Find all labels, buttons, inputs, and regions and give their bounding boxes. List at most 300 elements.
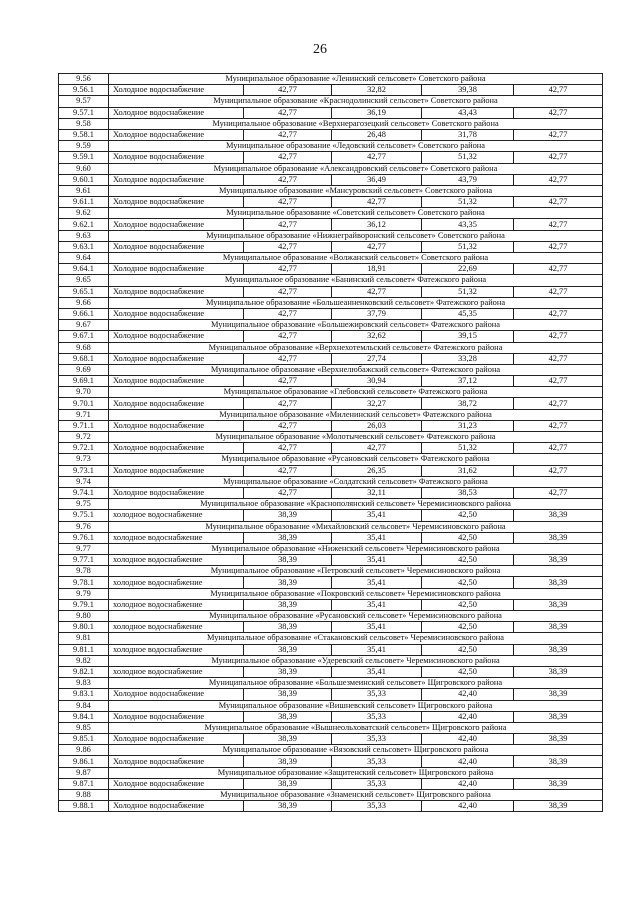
section-title: Муниципальное образование «Краснополянский сельсовет» Черемисиновского района: [109, 499, 603, 510]
section-title: Муниципальное образование «Краснодолинский сельсовет» Советского района: [109, 96, 603, 107]
section-number: 9.73: [59, 454, 109, 465]
section-number: 9.67: [59, 320, 109, 331]
tariff-value-3: 38,53: [422, 487, 514, 498]
section-header-row: [59, 320, 603, 331]
table-row: [59, 510, 603, 521]
tariff-value-2: 35,41: [332, 599, 422, 610]
table-row: [59, 666, 603, 677]
tariff-value-2: 35,41: [332, 510, 422, 521]
tariff-value-3: 51,32: [422, 197, 514, 208]
row-number: 9.84.1: [59, 711, 109, 722]
service-name: Холодное водоснабжение: [109, 264, 244, 275]
tariff-value-4: 38,39: [514, 532, 603, 543]
tariff-value-3: 51,32: [422, 443, 514, 454]
section-title: Муниципальное образование «Александровский сельсовет» Советского района: [109, 163, 603, 174]
row-number: 9.76.1: [59, 532, 109, 543]
table-row: [59, 107, 603, 118]
section-title: Муниципальное образование «Советский сельсовет» Советского района: [109, 208, 603, 219]
service-name: холодное водоснабжение: [109, 644, 244, 655]
tariff-value-1: 42,77: [244, 107, 332, 118]
service-name: Холодное водоснабжение: [109, 420, 244, 431]
section-title: Муниципальное образование «Верхнерагозецкий сельсовет» Советского района: [109, 118, 603, 129]
section-number: 9.84: [59, 700, 109, 711]
table-row: [59, 734, 603, 745]
service-name: Холодное водоснабжение: [109, 689, 244, 700]
section-header-row: [59, 409, 603, 420]
table-row: [59, 197, 603, 208]
tariff-value-4: 42,77: [514, 487, 603, 498]
row-number: 9.81.1: [59, 644, 109, 655]
section-header-row: [59, 700, 603, 711]
section-number: 9.56: [59, 74, 109, 85]
tariff-value-3: 43,43: [422, 107, 514, 118]
section-header-row: [59, 342, 603, 353]
row-number: 9.66.1: [59, 308, 109, 319]
tariff-value-4: 38,39: [514, 756, 603, 767]
service-name: холодное водоснабжение: [109, 510, 244, 521]
tariff-value-1: 42,77: [244, 286, 332, 297]
tariff-value-1: 38,39: [244, 734, 332, 745]
section-number: 9.61: [59, 185, 109, 196]
section-header-row: [59, 185, 603, 196]
tariff-value-2: 35,41: [332, 555, 422, 566]
section-title: Муниципальное образование «Защитенский сельсовет» Щигровского района: [109, 767, 603, 778]
section-header-row: [59, 790, 603, 801]
tariff-value-2: 35,41: [332, 532, 422, 543]
section-number: 9.77: [59, 543, 109, 554]
tariff-value-4: 42,77: [514, 197, 603, 208]
tariff-value-4: 42,77: [514, 420, 603, 431]
service-name: Холодное водоснабжение: [109, 197, 244, 208]
section-number: 9.66: [59, 297, 109, 308]
section-header-row: [59, 96, 603, 107]
tariff-value-3: 42,50: [422, 622, 514, 633]
table-row: [59, 689, 603, 700]
section-header-row: [59, 141, 603, 152]
tariff-value-3: 42,50: [422, 666, 514, 677]
row-number: 9.78.1: [59, 577, 109, 588]
section-header-row: [59, 454, 603, 465]
service-name: Холодное водоснабжение: [109, 308, 244, 319]
section-number: 9.70: [59, 387, 109, 398]
tariff-value-2: 18,91: [332, 264, 422, 275]
section-title: Муниципальное образование «Вишневский сельсовет» Щигровского района: [109, 700, 603, 711]
tariff-value-2: 37,79: [332, 308, 422, 319]
section-title: Муниципальное образование «Стакановский сельсовет» Черемисиновского района: [109, 633, 603, 644]
tariff-value-1: 42,77: [244, 443, 332, 454]
section-header-row: [59, 566, 603, 577]
section-header-row: [59, 230, 603, 241]
tariff-value-4: 38,39: [514, 711, 603, 722]
tariff-value-1: 38,39: [244, 666, 332, 677]
service-name: холодное водоснабжение: [109, 577, 244, 588]
section-header-row: [59, 432, 603, 443]
row-number: 9.79.1: [59, 599, 109, 610]
tariff-value-1: 42,77: [244, 331, 332, 342]
tariff-value-1: 38,39: [244, 689, 332, 700]
table-row: [59, 241, 603, 252]
section-header-row: [59, 364, 603, 375]
section-header-row: [59, 678, 603, 689]
tariff-value-1: 38,39: [244, 644, 332, 655]
table-row: [59, 152, 603, 163]
row-number: 9.71.1: [59, 420, 109, 431]
tariff-value-1: 38,39: [244, 599, 332, 610]
row-number: 9.63.1: [59, 241, 109, 252]
tariff-value-2: 42,77: [332, 241, 422, 252]
section-title: Муниципальное образование «Верхнелюбажский сельсовет» Фатежского района: [109, 364, 603, 375]
tariff-value-1: 42,77: [244, 353, 332, 364]
section-title: Муниципальное образование «Вязовский сельсовет» Щигровского района: [109, 745, 603, 756]
tariff-value-2: 35,33: [332, 711, 422, 722]
tariff-value-1: 42,77: [244, 85, 332, 96]
tariff-value-4: 42,77: [514, 219, 603, 230]
tariff-value-3: 42,50: [422, 644, 514, 655]
service-name: холодное водоснабжение: [109, 599, 244, 610]
section-title: Муниципальное образование «Глебовский сельсовет» Фатежского района: [109, 387, 603, 398]
row-number: 9.64.1: [59, 264, 109, 275]
tariff-value-2: 32,82: [332, 85, 422, 96]
row-number: 9.83.1: [59, 689, 109, 700]
tariff-value-1: 38,39: [244, 532, 332, 543]
tariff-value-1: 42,77: [244, 398, 332, 409]
tariff-value-1: 42,77: [244, 152, 332, 163]
tariff-value-1: 42,77: [244, 219, 332, 230]
tariff-value-3: 51,32: [422, 241, 514, 252]
tariff-value-2: 32,27: [332, 398, 422, 409]
tariff-value-2: 30,94: [332, 376, 422, 387]
tariff-value-1: 42,77: [244, 264, 332, 275]
tariff-value-1: 42,77: [244, 487, 332, 498]
section-title: Муниципальное образование «Русановский сельсовет» Фатежского района: [109, 454, 603, 465]
service-name: Холодное водоснабжение: [109, 219, 244, 230]
section-header-row: [59, 722, 603, 733]
section-number: 9.57: [59, 96, 109, 107]
tariff-value-3: 42,40: [422, 689, 514, 700]
row-number: 9.69.1: [59, 376, 109, 387]
section-number: 9.60: [59, 163, 109, 174]
table-row: [59, 443, 603, 454]
tariff-value-4: 42,77: [514, 129, 603, 140]
tariff-value-1: 38,39: [244, 756, 332, 767]
tariff-value-2: 42,77: [332, 443, 422, 454]
section-number: 9.69: [59, 364, 109, 375]
section-title: Муниципальное образование «Солдатский сельсовет» Фатежского района: [109, 476, 603, 487]
service-name: Холодное водоснабжение: [109, 756, 244, 767]
service-name: Холодное водоснабжение: [109, 734, 244, 745]
tariff-value-4: 42,77: [514, 398, 603, 409]
table-row: [59, 756, 603, 767]
tariff-value-1: 42,77: [244, 241, 332, 252]
tariff-value-2: 35,33: [332, 801, 422, 812]
tariff-value-3: 31,23: [422, 420, 514, 431]
tariff-value-4: 42,77: [514, 107, 603, 118]
section-header-row: [59, 275, 603, 286]
section-number: 9.80: [59, 611, 109, 622]
section-number: 9.63: [59, 230, 109, 241]
page-number: 26: [313, 42, 327, 57]
tariff-value-1: 38,39: [244, 510, 332, 521]
tariff-value-3: 43,35: [422, 219, 514, 230]
row-number: 9.85.1: [59, 734, 109, 745]
table-row: [59, 465, 603, 476]
row-number: 9.87.1: [59, 778, 109, 789]
row-number: 9.60.1: [59, 174, 109, 185]
tariff-value-3: 22,69: [422, 264, 514, 275]
tariff-value-4: 42,77: [514, 286, 603, 297]
row-number: 9.62.1: [59, 219, 109, 230]
section-title: Муниципальное образование «Михайловский сельсовет» Черемисиновского района: [109, 521, 603, 532]
tariff-value-4: 42,77: [514, 174, 603, 185]
tariff-value-3: 51,32: [422, 286, 514, 297]
section-number: 9.64: [59, 253, 109, 264]
tariff-value-4: 38,39: [514, 666, 603, 677]
table-row: [59, 622, 603, 633]
section-header-row: [59, 74, 603, 85]
tariff-value-4: 42,77: [514, 331, 603, 342]
service-name: Холодное водоснабжение: [109, 331, 244, 342]
service-name: Холодное водоснабжение: [109, 465, 244, 476]
table-row: [59, 778, 603, 789]
section-header-row: [59, 208, 603, 219]
section-title: Муниципальное образование «Ниженский сельсовет» Черемисиновского района: [109, 543, 603, 554]
row-number: 9.68.1: [59, 353, 109, 364]
row-number: 9.58.1: [59, 129, 109, 140]
section-title: Муниципальное образование «Большезмеинский сельсовет» Щигровского района: [109, 678, 603, 689]
table-row: [59, 376, 603, 387]
tariff-value-4: 38,39: [514, 577, 603, 588]
row-number: 9.56.1: [59, 85, 109, 96]
service-name: холодное водоснабжение: [109, 622, 244, 633]
service-name: Холодное водоснабжение: [109, 107, 244, 118]
section-number: 9.72: [59, 432, 109, 443]
tariff-value-3: 42,50: [422, 532, 514, 543]
section-number: 9.65: [59, 275, 109, 286]
table-row: [59, 420, 603, 431]
table-row: [59, 353, 603, 364]
tariff-value-3: 42,40: [422, 734, 514, 745]
section-header-row: [59, 655, 603, 666]
service-name: Холодное водоснабжение: [109, 487, 244, 498]
tariff-value-2: 26,03: [332, 420, 422, 431]
tariff-value-4: 38,39: [514, 778, 603, 789]
section-number: 9.58: [59, 118, 109, 129]
tariff-value-2: 35,33: [332, 756, 422, 767]
section-number: 9.79: [59, 588, 109, 599]
table-row: [59, 286, 603, 297]
tariff-value-2: 32,11: [332, 487, 422, 498]
section-number: 9.87: [59, 767, 109, 778]
section-number: 9.82: [59, 655, 109, 666]
section-header-row: [59, 633, 603, 644]
section-title: Муниципальное образование «Большеанненковский сельсовет» Фатежского района: [109, 297, 603, 308]
section-header-row: [59, 297, 603, 308]
section-number: 9.74: [59, 476, 109, 487]
section-title: Муниципальное образование «Верхнехотемльский сельсовет» Фатежского района: [109, 342, 603, 353]
section-number: 9.88: [59, 790, 109, 801]
tariff-value-3: 42,50: [422, 577, 514, 588]
tariff-value-1: 42,77: [244, 129, 332, 140]
section-number: 9.68: [59, 342, 109, 353]
table-row: [59, 264, 603, 275]
tariff-value-1: 38,39: [244, 778, 332, 789]
table-row: [59, 331, 603, 342]
tariff-value-4: 38,39: [514, 510, 603, 521]
section-header-row: [59, 611, 603, 622]
service-name: Холодное водоснабжение: [109, 152, 244, 163]
section-header-row: [59, 767, 603, 778]
section-title: Муниципальное образование «Нижнеграйворонский сельсовет» Советского района: [109, 230, 603, 241]
section-number: 9.75: [59, 499, 109, 510]
service-name: Холодное водоснабжение: [109, 443, 244, 454]
tariff-value-2: 35,41: [332, 622, 422, 633]
section-header-row: [59, 387, 603, 398]
tariff-value-4: 38,39: [514, 689, 603, 700]
section-number: 9.71: [59, 409, 109, 420]
section-title: Муниципальное образование «Банинский сельсовет» Фатежского района: [109, 275, 603, 286]
section-number: 9.76: [59, 521, 109, 532]
tariff-value-3: 42,50: [422, 555, 514, 566]
tariff-table: [58, 73, 603, 812]
service-name: Холодное водоснабжение: [109, 376, 244, 387]
tariff-value-4: 42,77: [514, 85, 603, 96]
table-row: [59, 487, 603, 498]
tariff-value-3: 42,50: [422, 510, 514, 521]
tariff-value-4: 42,77: [514, 353, 603, 364]
section-number: 9.59: [59, 141, 109, 152]
tariff-value-2: 36,12: [332, 219, 422, 230]
tariff-value-4: 38,39: [514, 622, 603, 633]
tariff-value-1: 42,77: [244, 376, 332, 387]
row-number: 9.57.1: [59, 107, 109, 118]
tariff-value-2: 42,77: [332, 152, 422, 163]
tariff-value-1: 42,77: [244, 197, 332, 208]
service-name: Холодное водоснабжение: [109, 129, 244, 140]
tariff-value-4: 42,77: [514, 465, 603, 476]
tariff-value-3: 42,40: [422, 756, 514, 767]
section-title: Муниципальное образование «Петровский сельсовет» Черемисиновского района: [109, 566, 603, 577]
tariff-value-3: 33,28: [422, 353, 514, 364]
tariff-value-3: 38,72: [422, 398, 514, 409]
tariff-value-1: 42,77: [244, 174, 332, 185]
section-title: Муниципальное образование «Ленинский сельсовет» Советского района: [109, 74, 603, 85]
section-header-row: [59, 521, 603, 532]
tariff-value-2: 35,33: [332, 734, 422, 745]
tariff-value-3: 42,50: [422, 599, 514, 610]
section-title: Муниципальное образование «Мансуровский сельсовет» Советского района: [109, 185, 603, 196]
row-number: 9.59.1: [59, 152, 109, 163]
tariff-value-2: 35,41: [332, 644, 422, 655]
table-row: [59, 174, 603, 185]
section-title: Муниципальное образование «Молотычевский сельсовет» Фатежского района: [109, 432, 603, 443]
tariff-value-3: 31,78: [422, 129, 514, 140]
table-row: [59, 308, 603, 319]
tariff-value-3: 42,40: [422, 711, 514, 722]
section-title: Муниципальное образование «Покровский сельсовет» Черемисиновского района: [109, 588, 603, 599]
tariff-value-2: 35,33: [332, 778, 422, 789]
service-name: Холодное водоснабжение: [109, 801, 244, 812]
tariff-value-4: 42,77: [514, 308, 603, 319]
tariff-value-2: 36,19: [332, 107, 422, 118]
service-name: Холодное водоснабжение: [109, 711, 244, 722]
tariff-value-2: 27,74: [332, 353, 422, 364]
section-title: Муниципальное образование «Русановский сельсовет» Черемисиновского района: [109, 611, 603, 622]
section-title: Муниципальное образование «Удеревский сельсовет» Черемисиновского района: [109, 655, 603, 666]
tariff-value-1: 42,77: [244, 308, 332, 319]
section-header-row: [59, 476, 603, 487]
tariff-value-3: 42,40: [422, 778, 514, 789]
tariff-value-3: 39,15: [422, 331, 514, 342]
section-title: Муниципальное образование «Миленинский сельсовет» Фатежского района: [109, 409, 603, 420]
tariff-value-4: 42,77: [514, 376, 603, 387]
section-header-row: [59, 588, 603, 599]
tariff-value-3: 39,38: [422, 85, 514, 96]
service-name: Холодное водоснабжение: [109, 353, 244, 364]
section-title: Муниципальное образование «Волжанский сельсовет» Советского района: [109, 253, 603, 264]
row-number: 9.61.1: [59, 197, 109, 208]
table-row: [59, 599, 603, 610]
table-row: [59, 801, 603, 812]
table-row: [59, 532, 603, 543]
tariff-value-3: 42,40: [422, 801, 514, 812]
service-name: холодное водоснабжение: [109, 555, 244, 566]
tariff-value-3: 37,12: [422, 376, 514, 387]
service-name: Холодное водоснабжение: [109, 778, 244, 789]
section-header-row: [59, 253, 603, 264]
tariff-value-3: 31,62: [422, 465, 514, 476]
row-number: 9.74.1: [59, 487, 109, 498]
tariff-table-body: [59, 74, 603, 812]
section-header-row: [59, 118, 603, 129]
section-number: 9.86: [59, 745, 109, 756]
tariff-value-1: 38,39: [244, 801, 332, 812]
table-row: [59, 577, 603, 588]
section-header-row: [59, 745, 603, 756]
tariff-value-3: 43,79: [422, 174, 514, 185]
section-title: Муниципальное образование «Большежировский сельсовет» Фатежского района: [109, 320, 603, 331]
table-row: [59, 398, 603, 409]
tariff-value-4: 38,39: [514, 555, 603, 566]
row-number: 9.67.1: [59, 331, 109, 342]
tariff-value-4: 38,39: [514, 644, 603, 655]
row-number: 9.88.1: [59, 801, 109, 812]
tariff-value-1: 38,39: [244, 622, 332, 633]
service-name: холодное водоснабжение: [109, 666, 244, 677]
row-number: 9.82.1: [59, 666, 109, 677]
tariff-value-3: 45,35: [422, 308, 514, 319]
tariff-value-2: 32,62: [332, 331, 422, 342]
section-number: 9.85: [59, 722, 109, 733]
section-title: Муниципальное образование «Знаменский сельсовет» Щигровского района: [109, 790, 603, 801]
row-number: 9.65.1: [59, 286, 109, 297]
tariff-value-4: 38,39: [514, 801, 603, 812]
tariff-value-2: 35,41: [332, 666, 422, 677]
table-row: [59, 219, 603, 230]
row-number: 9.86.1: [59, 756, 109, 767]
tariff-value-2: 35,41: [332, 577, 422, 588]
tariff-value-1: 42,77: [244, 465, 332, 476]
tariff-value-2: 42,77: [332, 197, 422, 208]
row-number: 9.77.1: [59, 555, 109, 566]
section-number: 9.62: [59, 208, 109, 219]
tariff-value-4: 38,39: [514, 599, 603, 610]
service-name: холодное водоснабжение: [109, 532, 244, 543]
row-number: 9.73.1: [59, 465, 109, 476]
tariff-value-4: 42,77: [514, 241, 603, 252]
section-title: Муниципальное образование «Ледовский сельсовет» Советского района: [109, 141, 603, 152]
section-number: 9.83: [59, 678, 109, 689]
table-row: [59, 644, 603, 655]
